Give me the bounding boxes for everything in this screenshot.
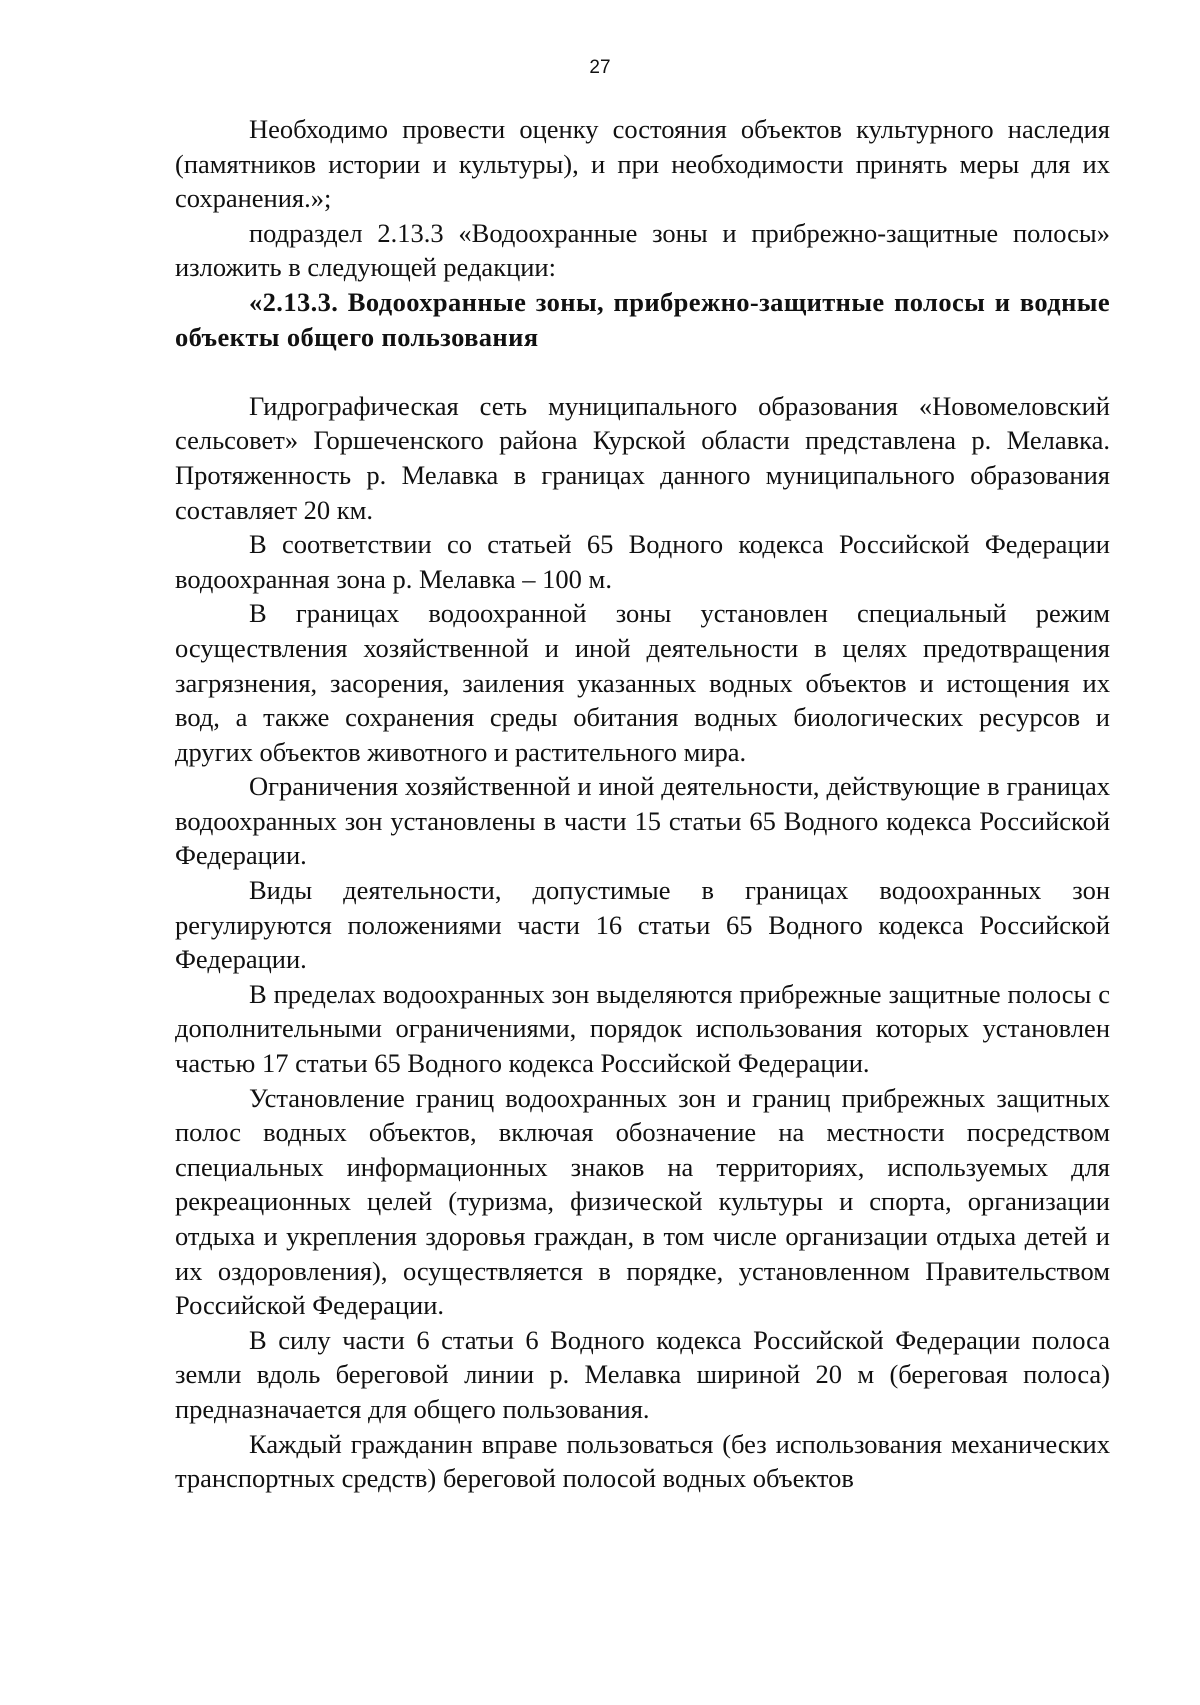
paragraph-shore-strip: В силу части 6 статьи 6 Водного кодекса Российской Федерации полоса земли вдоль береговой линии р. Мелавка шириной 20 м (береговая полоса) предназначается для общего пользования. [175, 1324, 1110, 1424]
paragraph-hydrographic-network: Гидрографическая сеть муниципального образования «Новомеловский сельсовет» Горшеченского района Курской области представлена р. Мелавка. Протяженность р. Мелавка в границах данного муниципального образования составляет 20 км. [175, 390, 1110, 525]
document-body [175, 112, 1110, 1496]
paragraph-boundary-establishment: Установление границ водоохранных зон и границ прибрежных защитных полос водных объектов, включая обозначение на местности посредством специальных информационных знаков на территориях, используемых для рекреационных целей (туризма, физической культуры и спорта, организации отдыха и укрепления здоровья граждан, в том числе организации отдыха детей и их оздоровления), осуществляется в порядке, установленном Правительством Российской Федерации. [175, 1082, 1110, 1321]
paragraph-special-regime: В границах водоохранной зоны установлен специальный режим осуществления хозяйственной и иной деятельности в целях предотвращения загрязнения, засорения, заиления указанных водных объектов и истощения их вод, а также сохранения среды обитания водных биологических ресурсов и других объектов животного и растительного мира. [175, 598, 1110, 767]
paragraph-subsection-amendment: подраздел 2.13.3 «Водоохранные зоны и прибрежно-защитные полосы» изложить в следующей редакции: [175, 217, 1110, 283]
paragraph-cultural-heritage: Необходимо провести оценку состояния объектов культурного наследия (памятников истории и культуры), и при необходимости принять меры для их сохранения.»; [175, 114, 1110, 214]
paragraph-water-protection-zone: В соответствии со статьей 65 Водного кодекса Российской Федерации водоохранная зона р. Мелавка – 100 м. [175, 529, 1110, 594]
page-number: 27 [589, 57, 611, 78]
paragraph-coastal-strips: В пределах водоохранных зон выделяются прибрежные защитные полосы с дополнительными ограничениями, порядок использования которых установлен частью 17 статьи 65 Водного кодекса Российской Федерации. [175, 978, 1110, 1079]
paragraph-permitted-activities: Виды деятельности, допустимые в границах водоохранных зон регулируются положениями части 16 статьи 65 Водного кодекса Российской Федерации. [175, 875, 1110, 975]
paragraph-restrictions: Ограничения хозяйственной и иной деятельности, действующие в границах водоохранных зон установлены в части 15 статьи 65 Водного кодекса Российской Федерации. [175, 771, 1110, 871]
blank-line [175, 354, 1110, 389]
paragraph-citizen-rights: Каждый гражданин вправе пользоваться (без использования механических транспортных средств) береговой полосой водных объектов [175, 1428, 1110, 1494]
section-heading: «2.13.3. Водоохранные зоны, прибрежно-защитные полосы и водные объекты общего пользования [175, 286, 1110, 352]
